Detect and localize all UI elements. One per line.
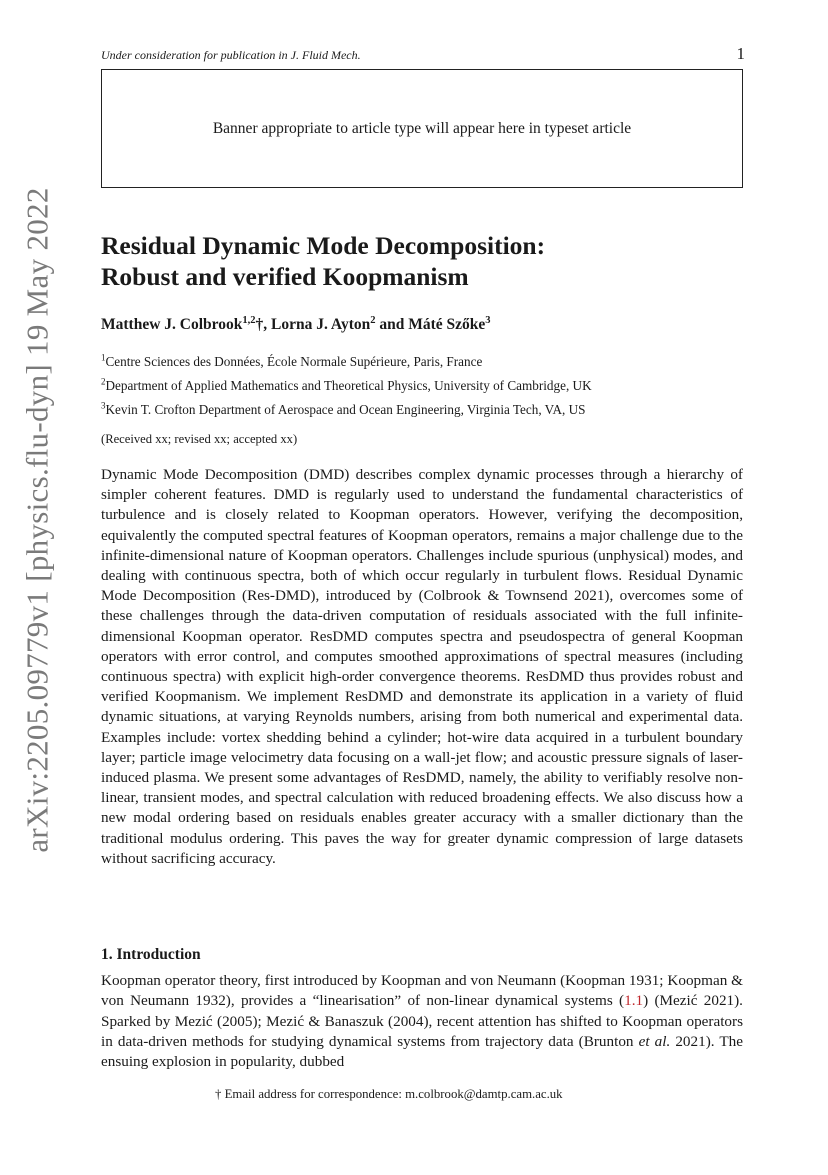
author-list — [101, 316, 745, 334]
et-al-italic: et al. — [638, 1032, 671, 1050]
received-dates: (Received xx; revised xx; accepted xx) — [101, 432, 298, 446]
intro-text: Koopman operator theory, first introduced by Koopman and von Neumann (Koopman 1931; Koopman & von Neumann 1932), provides a “linearisation” of non-linear dynamical systems ( — [101, 972, 743, 1010]
affiliation-sup: 2 — [101, 376, 106, 387]
affiliation-sup: 3 — [101, 400, 106, 411]
page-number: 1 — [736, 44, 745, 63]
article-banner — [101, 69, 743, 188]
affiliation-text: Kevin T. Crofton Department of Aerospace and Ocean Engineering, Virginia Tech, VA, US — [105, 402, 586, 417]
author-separator: and — [375, 316, 409, 333]
author-footnote-mark: † — [255, 316, 264, 333]
author-name: Lorna J. Ayton — [271, 316, 371, 333]
author-separator: , — [263, 316, 272, 333]
affiliations — [101, 350, 745, 422]
affiliation-text: Department of Applied Mathematics and Theoretical Physics, University of Cambridge, UK — [105, 378, 592, 393]
author-affil-sup: 3 — [485, 314, 491, 326]
intro-text: 2021). The ensuing explosion in popularity, dubbed — [101, 1032, 743, 1071]
title-line-1: Residual Dynamic Mode Decomposition: — [101, 231, 546, 260]
intro-text: ) (Mezić 2021). Sparked by Mezić (2005); Mezić & Banaszuk (2004), recent attention has shifted to Koopman operators in data-driven methods for studying dynamical systems from trajectory data (Brunton — [101, 992, 743, 1050]
affiliation-item — [101, 350, 745, 374]
affiliation-item — [101, 374, 745, 398]
author-name: Matthew J. Colbrook — [101, 316, 243, 333]
journal-note: Under consideration for publication in J. Fluid Mech. — [101, 48, 361, 62]
arxiv-identifier: arXiv:2205.09779v1 [physics.flu-dyn] 19 May 2022 — [20, 187, 56, 853]
affiliation-item — [101, 398, 745, 422]
abstract: Dynamic Mode Decomposition (DMD) describes complex dynamic processes through a hierarchy of simpler coherent features. DMD is regularly used to understand the fundamental characteristics of turbulence and is closely related to Koopman operators. However, verifying the decomposition, equivalently the computed spectral features of Koopman operators, remains a major challenge due to the infinite-dimensional nature of Koopman operators. Challenges include spurious (unphysical) modes, and dealing with continuous spectra, both of which occur regularly in turbulent flows. Residual Dynamic Mode Decomposition (Res-DMD), introduced by (Colbrook & Townsend 2021), overcomes some of these challenges through the data-driven computation of residuals associated with the full infinite-dimensional Koopman operator. ResDMD computes spectra and pseudospectra of general Koopman operators with error control, and computes smoothed approximations of spectral measures (including continuous spectra) with explicit high-order convergence theorems. ResDMD thus provides robust and verified Koopmanism. We implement ResDMD and demonstrate its application in a variety of fluid dynamic situations, at varying Reynolds numbers, arising from both numerical and experimental data. Examples include: vortex shedding behind a cylinder; hot-wire data acquired in a turbulent boundary layer; particle image velocimetry data focusing on a wall-jet flow; and acoustic pressure signals of laser-induced plasma. We present some advantages of ResDMD, namely, the ability to verifiably resolve non-linear, transient modes, and spectral calculation with reduced broadening effects. We also discuss how a new modal ordering based on residuals enables greater accuracy with a smaller dictionary than the traditional modulus ordering. This paves the way for greater dynamic compression of large datasets without sacrificing accuracy. — [101, 466, 743, 867]
banner-text: Banner appropriate to article type will appear here in typeset article — [212, 119, 632, 137]
author-affil-sup: 2 — [370, 314, 376, 326]
affiliation-sup: 1 — [101, 352, 106, 363]
title-line-2: Robust and verified Koopmanism — [101, 262, 469, 291]
paper-title — [101, 230, 745, 292]
running-head — [101, 44, 745, 64]
arxiv-side-stamp — [8, 150, 68, 890]
author-name: Máté Szőke — [408, 316, 486, 333]
introduction-paragraph — [101, 971, 743, 1072]
correspondence-footnote: † Email address for correspondence: m.colbrook@damtp.cam.ac.uk — [215, 1087, 563, 1101]
author-affil-sup: 1,2 — [242, 314, 256, 326]
affiliation-text: Centre Sciences des Données, École Normale Supérieure, Paris, France — [105, 354, 483, 369]
section-heading: 1. Introduction — [101, 946, 201, 963]
equation-ref-link[interactable]: 1.1 — [624, 992, 644, 1010]
